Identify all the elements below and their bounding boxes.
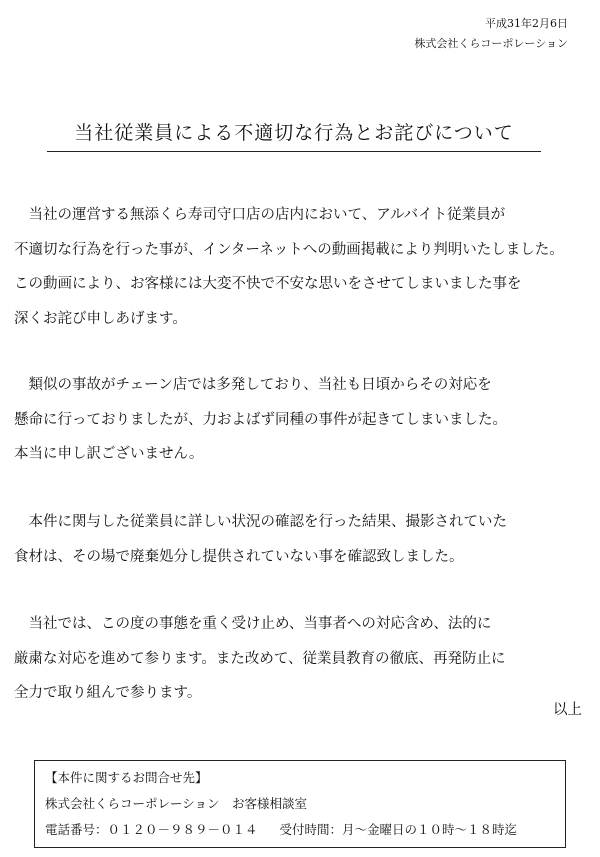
- paragraph-line: 厳粛な対応を進めて参ります。また改めて、従業員教育の徹底、再発防止に: [14, 650, 506, 667]
- contact-phone-row: [45, 817, 555, 843]
- closing-remark: 以上: [553, 702, 582, 718]
- paragraph-line: 食材は、その場で廃棄処分し提供されていない事を確認致しました。: [14, 548, 464, 565]
- paragraph-line: 全力で取り組んで参ります。: [14, 685, 202, 701]
- paragraph-confirmation: [14, 505, 590, 574]
- paragraph-line: 不適切な行為を行った事が、インターネットへの動画掲載により判明いたしました。: [14, 241, 564, 258]
- paragraph-line: 本件に関与した従業員に詳しい状況の確認を行った結果、撮影されていた: [14, 514, 507, 530]
- document-header: [414, 14, 568, 54]
- paragraph-apology: [14, 368, 590, 472]
- paragraph-line: この動画により、お客様には大変不快で不安な思いをさせてしまいました事を: [14, 276, 522, 292]
- paragraph-incident: [14, 198, 590, 336]
- paragraph-line: 類似の事故がチェーン店では多発しており、当社も日頃からその対応を: [14, 377, 492, 393]
- contact-box: [34, 760, 566, 848]
- contact-phone: 電話番号：０１２０－９８９－０１４: [45, 822, 258, 837]
- paragraph-line: 当社の運営する無添くら寿司守口店の店内において、アルバイト従業員が: [14, 207, 506, 223]
- contact-heading: 【本件に関するお問合せ先】: [45, 770, 208, 785]
- paragraph-line: 懸命に行っておりましたが、力およばず同種の事件が起きてしまいました。: [14, 411, 507, 428]
- contact-department: 株式会社くらコーポレーション お客様相談室: [45, 796, 308, 811]
- paragraph-line: 当社では、この度の事態を重く受け止め、当事者への対応含め、法的に: [14, 616, 492, 632]
- document-date: 平成31年2月6日: [485, 17, 568, 30]
- contact-hours: 受付時間：月～金曜日の１０時～１８時迄: [279, 822, 518, 837]
- title-block: [47, 110, 541, 152]
- paragraph-line: 深くお詫び申しあげます。: [14, 310, 187, 327]
- paragraph-measures: [14, 607, 590, 711]
- company-name: 株式会社くらコーポレーション: [414, 37, 568, 50]
- paragraph-line: 本当に申し訳ございません。: [14, 446, 204, 462]
- document-title: 当社従業員による不適切な行為とお詫びについて: [74, 122, 514, 144]
